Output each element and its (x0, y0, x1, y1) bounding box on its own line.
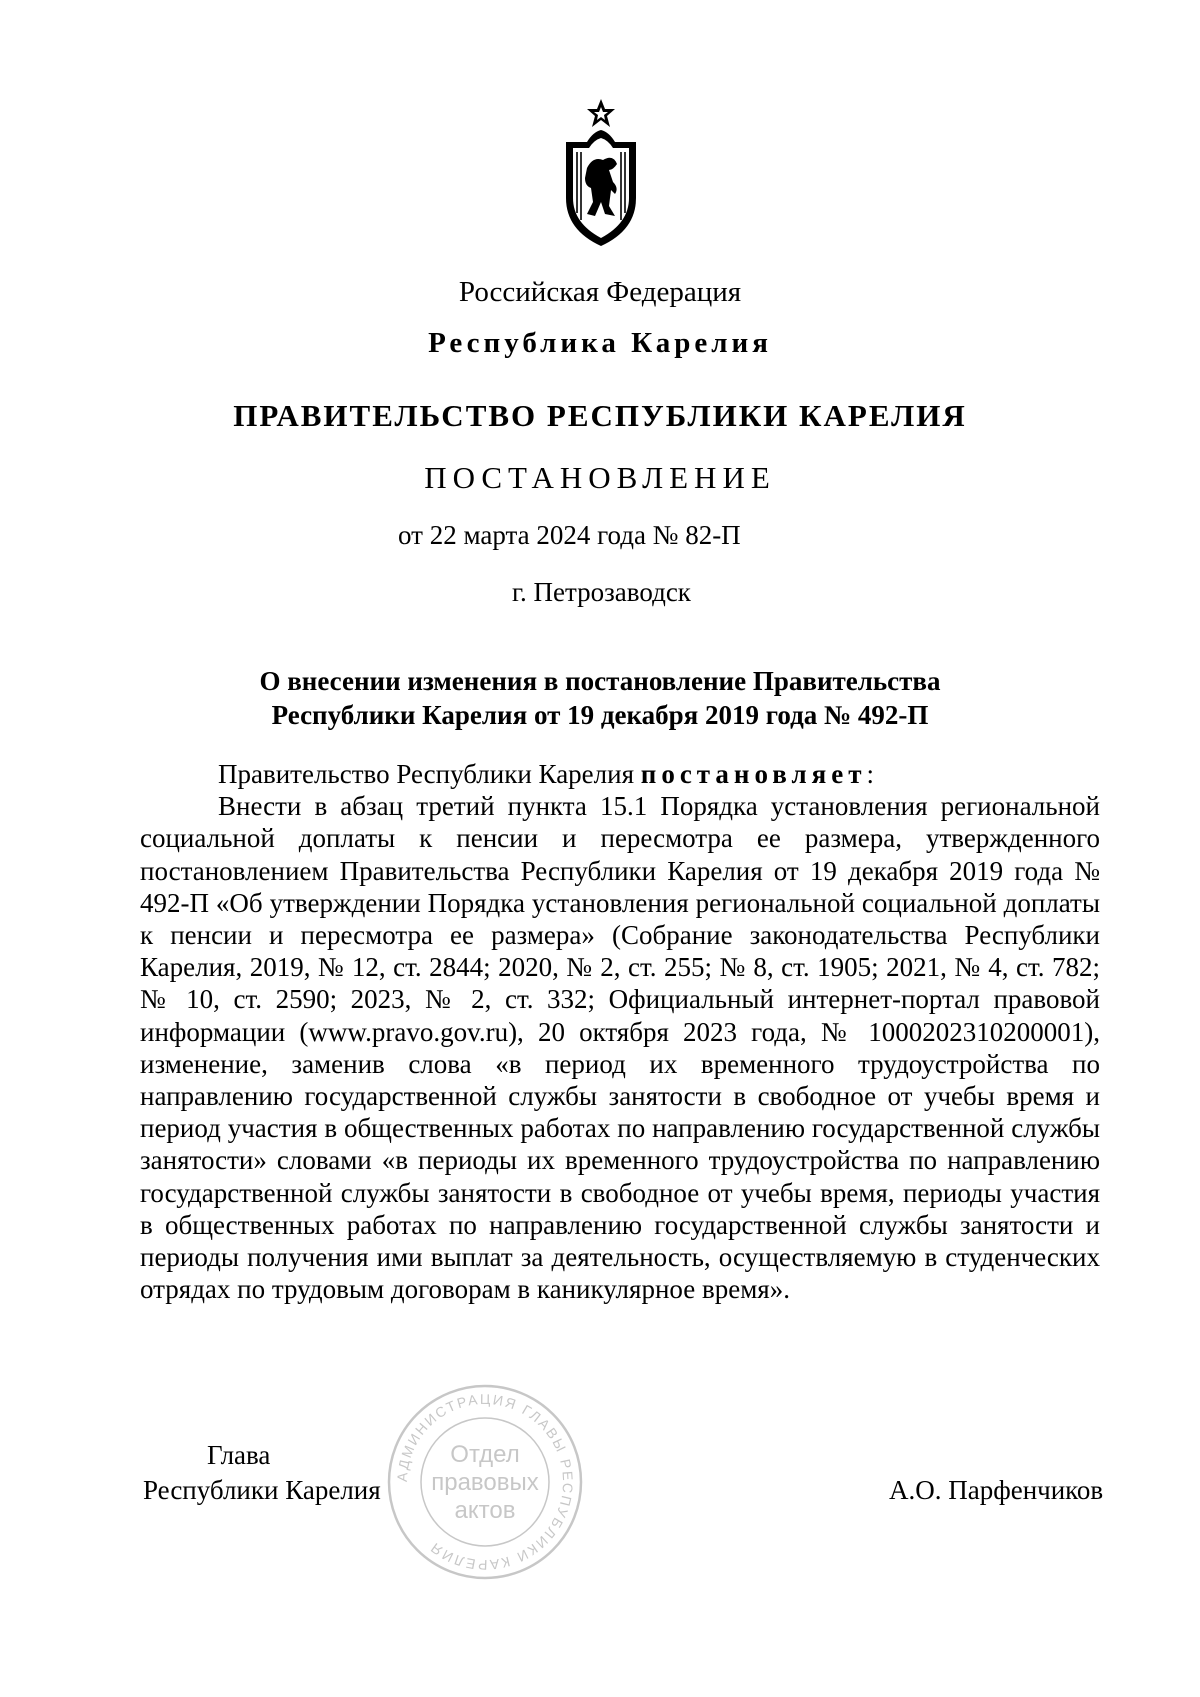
intro-suffix: : (866, 759, 875, 789)
signatory-name: А.О. Парфенчиков (889, 1475, 1104, 1505)
government-heading: ПРАВИТЕЛЬСТВО РЕСПУБЛИКИ КАРЕЛИЯ (233, 398, 967, 433)
signatory-role-line-2: Республики Карелия (143, 1475, 381, 1505)
city-line: г. Петрозаводск (512, 577, 691, 607)
title-line-2: Республики Карелия от 19 декабря 2019 года № 492-П (271, 700, 929, 730)
resolution-date: от 22 марта 2024 года № 82-П (398, 520, 741, 550)
stamp-line-3: актов (454, 1497, 516, 1524)
intro-prefix: Правительство Республики Карелия (218, 759, 641, 789)
stamp-seal-icon (385, 1382, 585, 1582)
title-line-1: О внесении изменения в постановление Правительства (259, 666, 941, 696)
intro-paragraph (140, 758, 1100, 790)
federation-heading: Российская Федерация (458, 276, 742, 308)
document-title (0, 664, 1200, 732)
stamp-line-2: правовых (431, 1469, 539, 1496)
main-paragraph: Внести в абзац третий пункта 15.1 Порядка установления региональной социальной доплаты к пенсии и пересмотра ее размера, утвержденного постановлением Правительства Республики Карелия от 19 декабря 2019 года № 492-П «Об утверждении Порядка установления региональной социальной доплаты к пенсии и пересмотра ее размера» (Собрание законодательства Республики Карелия, 2019, № 12, ст. 2844; 2020, № 2, ст. 255; № 8, ст. 1905; 2021, № 4, ст. 782; № 10, ст. 2590; 2023, № 2, ст. 332; Официальный интернет-портал правовой информации (www.pravo.gov.ru), 20 октября 2023 года, № 1000202310200001), изменение, заменив слова «в период их временного трудоустройства по направлению государственной службы занятости в свободное от учебы время и период участия в общественных работах по направлению государственной службы занятости» словами «в периоды их временного трудоустройства по направлению государственной службы занятости в свободное от учебы время, периоды участия в общественных работах по направлению государственной службы занятости и периоды получения ими выплат за деятельность, осуществляемую в студенческих отрядах по трудовым договорам в каникулярное время». (140, 791, 1100, 1305)
intro-decree-word: постановляет (640, 759, 867, 789)
stamp-ring-text: АДМИНИСТРАЦИЯ ГЛАВЫ РЕСПУБЛИКИ КАРЕЛИЯ (393, 1390, 577, 1574)
coat-of-arms-icon (563, 98, 639, 248)
republic-heading: Республика Карелия (428, 327, 772, 359)
document-body (140, 758, 1100, 1305)
signatory-role-line-1: Глава (207, 1440, 271, 1470)
resolution-heading: ПОСТАНОВЛЕНИЕ (424, 460, 776, 495)
stamp-line-1: Отдел (450, 1441, 520, 1468)
